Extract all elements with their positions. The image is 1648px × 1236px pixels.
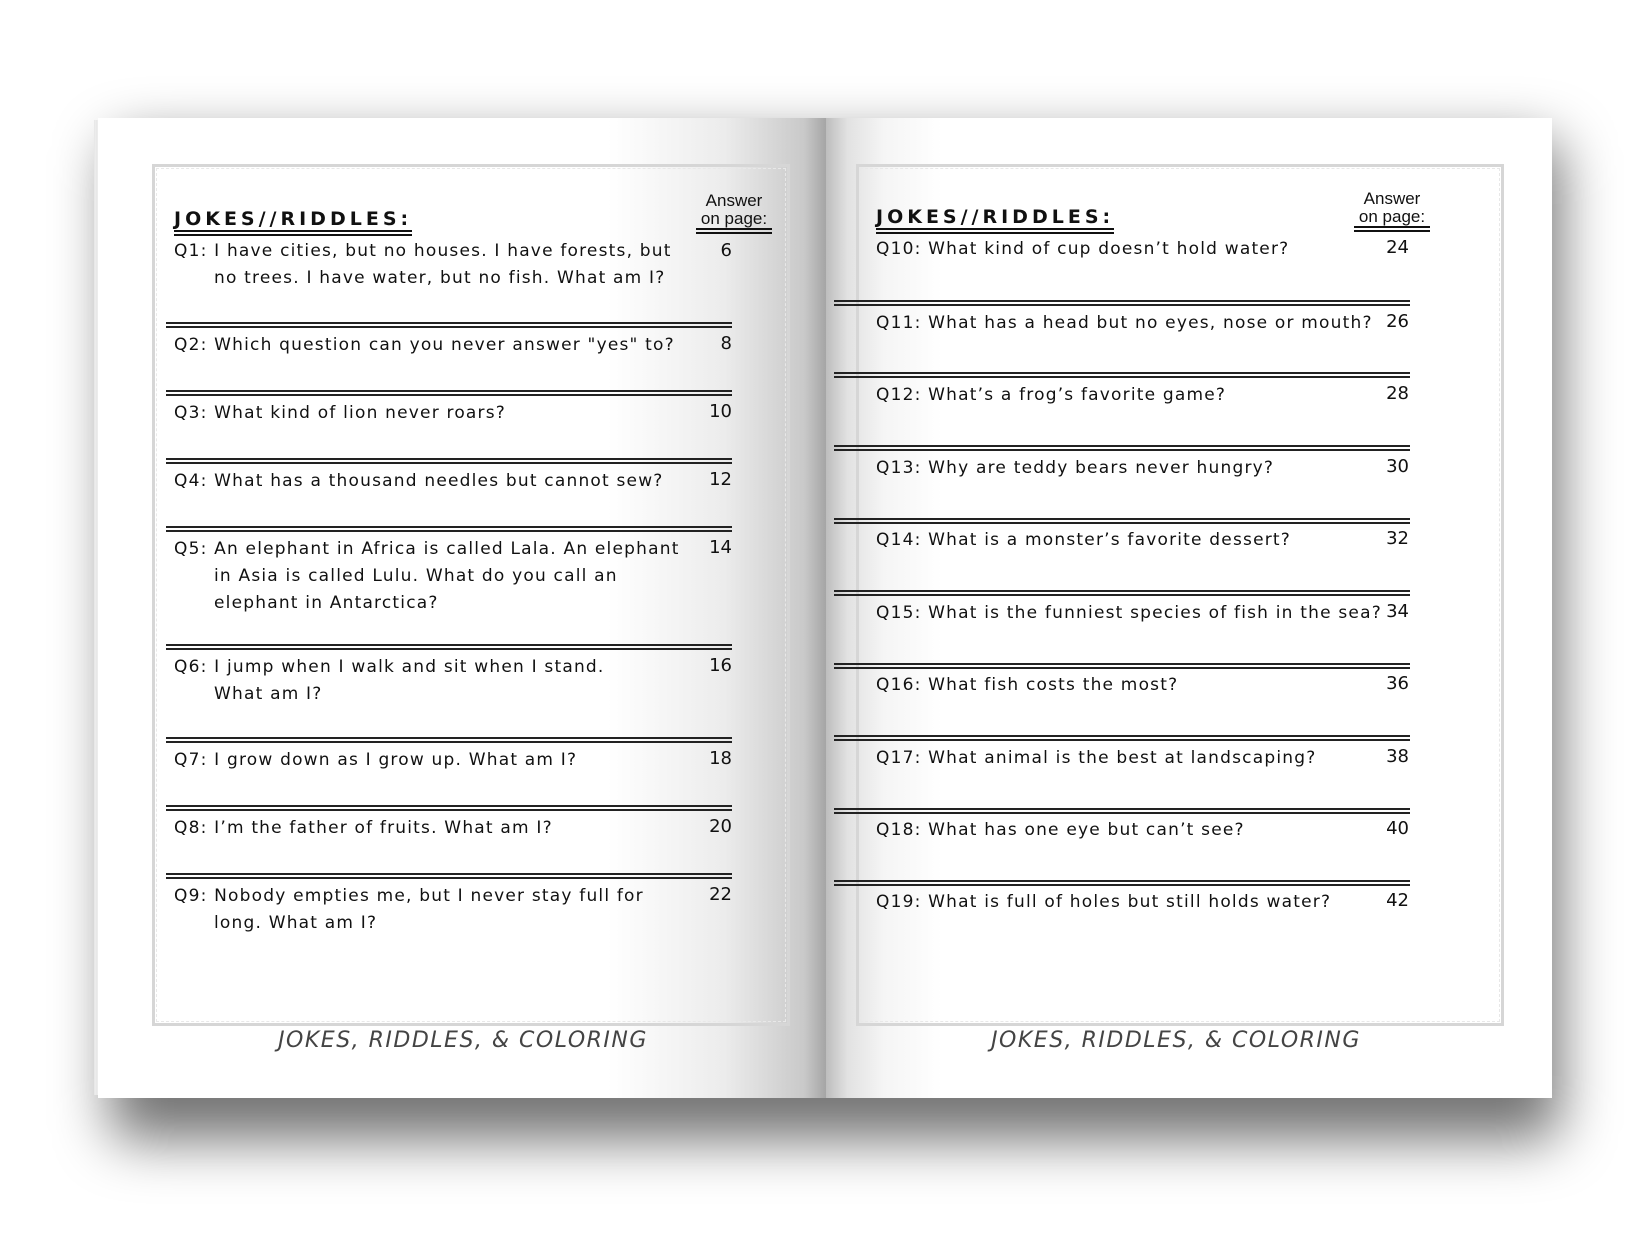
- question-text-line3: elephant in Antarctica?: [214, 593, 439, 613]
- right-page: [826, 118, 1552, 1098]
- question-text-line2: no trees. I have water, but no fish. What am I?: [214, 268, 666, 288]
- answer-page-number: 42: [1386, 890, 1409, 911]
- question-number: Q11:: [876, 313, 922, 333]
- divider: [166, 805, 732, 811]
- question-text: What is full of holes but still holds water?: [928, 892, 1332, 912]
- question-text-line2: in Asia is called Lulu. What do you call an: [214, 566, 618, 586]
- question-number: Q7:: [174, 750, 208, 770]
- divider: [834, 735, 1410, 741]
- question-number: Q6:: [174, 657, 208, 677]
- answer-page-number: 6: [720, 240, 732, 261]
- divider: [166, 737, 732, 743]
- question-text: What kind of lion never roars?: [214, 403, 507, 423]
- question-number: Q18:: [876, 820, 922, 840]
- divider: [834, 445, 1410, 451]
- question-text: Nobody empties me, but I never stay full for: [214, 886, 644, 906]
- question-text: What kind of cup doesn’t hold water?: [928, 239, 1290, 259]
- question-row: [876, 382, 1396, 409]
- answer-column-header: [1352, 190, 1432, 226]
- answer-page-number: 10: [709, 401, 732, 422]
- answer-page-number: 28: [1386, 383, 1409, 404]
- question-number: Q4:: [174, 471, 208, 491]
- question-text-line2: long. What am I?: [214, 913, 378, 933]
- divider: [166, 322, 732, 328]
- divider: [834, 590, 1410, 596]
- section-header: JOKES//RIDDLES:: [876, 206, 1115, 228]
- answer-page-number: 40: [1386, 818, 1409, 839]
- question-row: [876, 527, 1396, 554]
- answer-page-number: 12: [709, 469, 732, 490]
- divider: [834, 880, 1410, 886]
- question-row: [174, 238, 714, 292]
- question-text: An elephant in Africa is called Lala. An elephant: [214, 539, 680, 559]
- divider: [834, 663, 1410, 669]
- answer-page-number: 16: [709, 655, 732, 676]
- divider: [166, 526, 732, 532]
- answer-page-number: 36: [1386, 673, 1409, 694]
- question-text: What has a thousand needles but cannot sew?: [214, 471, 664, 491]
- question-number: Q8:: [174, 818, 208, 838]
- question-number: Q10:: [876, 239, 922, 259]
- question-row: [876, 455, 1396, 482]
- page-footer: JOKES, RIDDLES, & COLORING: [278, 1028, 648, 1053]
- question-text: What is the funniest species of fish in the sea?: [928, 603, 1382, 623]
- question-text: What is a monster’s favorite dessert?: [928, 530, 1292, 550]
- answer-page-number: 24: [1386, 237, 1409, 258]
- answer-page-number: 34: [1386, 601, 1409, 622]
- question-row: [174, 815, 714, 842]
- answer-page-number: 18: [709, 748, 732, 769]
- answer-header-line1: Answer: [1363, 189, 1421, 208]
- answer-header-line1: Answer: [705, 191, 763, 210]
- divider: [834, 518, 1410, 524]
- question-number: Q15:: [876, 603, 922, 623]
- question-number: Q13:: [876, 458, 922, 478]
- answer-header-line2: on page:: [700, 209, 768, 228]
- question-row: [174, 654, 714, 708]
- question-row: [174, 400, 714, 427]
- question-row: [174, 332, 714, 359]
- answer-page-number: 14: [709, 537, 732, 558]
- question-number: Q14:: [876, 530, 922, 550]
- question-row: [876, 600, 1396, 627]
- question-row: [174, 468, 714, 495]
- divider: [166, 873, 732, 879]
- question-row: [876, 817, 1396, 844]
- divider: [166, 390, 732, 396]
- question-number: Q12:: [876, 385, 922, 405]
- question-number: Q2:: [174, 335, 208, 355]
- answer-page-number: 30: [1386, 456, 1409, 477]
- divider: [834, 300, 1410, 306]
- answer-page-number: 38: [1386, 746, 1409, 767]
- question-row: [174, 747, 714, 774]
- left-page: [98, 118, 826, 1098]
- question-text: I’m the father of fruits. What am I?: [214, 818, 553, 838]
- question-row: [876, 236, 1396, 263]
- answer-column-header: [694, 192, 774, 228]
- question-row: [876, 672, 1396, 699]
- question-row: [174, 536, 714, 617]
- section-header: JOKES//RIDDLES:: [174, 208, 413, 230]
- question-number: Q17:: [876, 748, 922, 768]
- question-row: [876, 889, 1396, 916]
- question-text: I have cities, but no houses. I have forests, but: [214, 241, 672, 261]
- question-number: Q5:: [174, 539, 208, 559]
- divider: [834, 372, 1410, 378]
- question-text: What has a head but no eyes, nose or mouth?: [928, 313, 1373, 333]
- divider: [834, 808, 1410, 814]
- divider: [166, 458, 732, 464]
- answer-page-number: 26: [1386, 311, 1409, 332]
- question-text: What animal is the best at landscaping?: [928, 748, 1317, 768]
- question-text-line2: What am I?: [214, 684, 323, 704]
- question-row: [876, 310, 1396, 337]
- question-text: Which question can you never answer "yes" to?: [214, 335, 675, 355]
- question-number: Q19:: [876, 892, 922, 912]
- question-number: Q16:: [876, 675, 922, 695]
- question-row: [876, 745, 1396, 772]
- answer-header-line2: on page:: [1358, 207, 1426, 226]
- question-text: What fish costs the most?: [928, 675, 1179, 695]
- question-text: Why are teddy bears never hungry?: [928, 458, 1275, 478]
- divider: [166, 644, 732, 650]
- question-number: Q9:: [174, 886, 208, 906]
- question-number: Q3:: [174, 403, 208, 423]
- question-text: What’s a frog’s favorite game?: [928, 385, 1227, 405]
- question-text: What has one eye but can’t see?: [928, 820, 1245, 840]
- answer-page-number: 32: [1386, 528, 1409, 549]
- answer-page-number: 8: [720, 333, 732, 354]
- page-footer: JOKES, RIDDLES, & COLORING: [991, 1028, 1361, 1053]
- answer-page-number: 22: [709, 884, 732, 905]
- question-row: [174, 883, 714, 937]
- question-number: Q1:: [174, 241, 208, 261]
- answer-page-number: 20: [709, 816, 732, 837]
- question-text: I jump when I walk and sit when I stand.: [214, 657, 605, 677]
- question-text: I grow down as I grow up. What am I?: [214, 750, 578, 770]
